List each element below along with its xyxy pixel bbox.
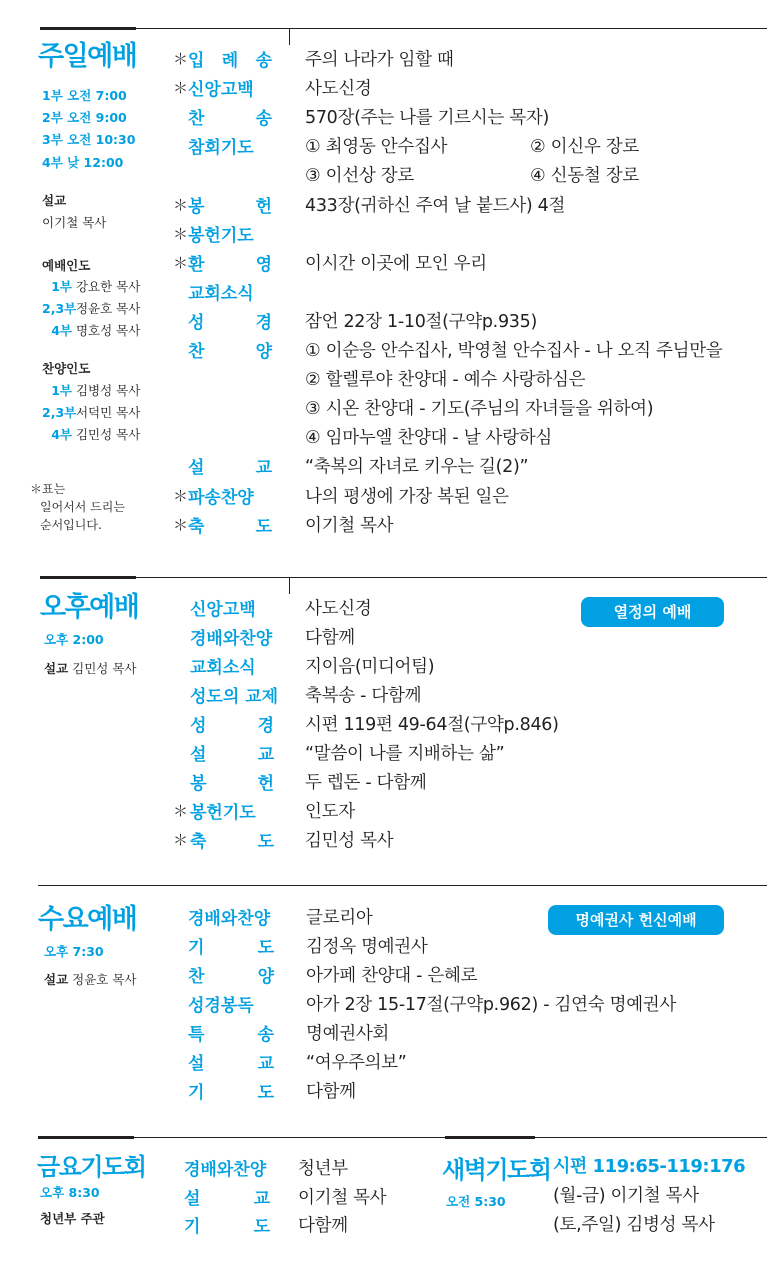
order-value: 다함께 bbox=[305, 628, 355, 648]
order-label: 축 도 bbox=[190, 832, 274, 852]
order-label: 신앙고백 bbox=[188, 80, 254, 101]
standing-note: ＊표는 일어서서 드리는 순서입니다. bbox=[30, 482, 125, 532]
order-label: 축 도 bbox=[188, 516, 272, 537]
order-value-secondary: ② 이신우 장로 bbox=[530, 137, 639, 158]
friday-host: 청년부 주관 bbox=[40, 1211, 105, 1226]
order-label: 기 도 bbox=[188, 938, 274, 958]
section-rule bbox=[38, 885, 767, 886]
order-label: 설 교 bbox=[184, 1188, 270, 1209]
order-label: 찬 양 bbox=[188, 342, 272, 362]
afternoon-time: 오후 2:00 bbox=[44, 632, 104, 647]
sunday-time-3: 3부 오전 10:30 bbox=[42, 132, 136, 147]
order-value: 사도신경 bbox=[305, 599, 372, 619]
order-label: 봉 헌 bbox=[190, 774, 274, 794]
order-label: 성도의 교제 bbox=[190, 687, 279, 707]
leader-row: 1부 강요한 목사 bbox=[51, 279, 141, 294]
order-value: 주의 나라가 임할 때 bbox=[305, 50, 454, 70]
order-label: 찬 송 bbox=[188, 109, 272, 130]
order-value: 명예권사회 bbox=[306, 1024, 390, 1044]
order-label: 교회소식 bbox=[188, 283, 254, 304]
order-label: 참회기도 bbox=[188, 138, 254, 159]
order-value: 이시간 이곳에 모인 우리 bbox=[305, 253, 487, 274]
order-label: 봉헌기도 bbox=[190, 803, 256, 823]
order-label: 성 경 bbox=[190, 716, 274, 736]
order-label: 신앙고백 bbox=[190, 600, 256, 620]
praise-leader-row: 1부 김병성 목사 bbox=[51, 383, 141, 398]
order-value: 나의 평생에 가장 복된 일은 bbox=[305, 486, 509, 507]
order-value: 사도신경 bbox=[305, 79, 372, 100]
order-value: 축복송 - 다함께 bbox=[305, 686, 422, 706]
standing-mark: ＊ bbox=[173, 802, 189, 820]
order-value: 이기철 목사 bbox=[305, 515, 394, 536]
sermon-name: 이기철 목사 bbox=[42, 215, 107, 230]
order-value: 지이음(미디어팀) bbox=[305, 657, 435, 677]
standing-mark: ＊ bbox=[173, 515, 189, 534]
friday-title: 금요기도회 bbox=[37, 1153, 146, 1181]
leader-row: 2,3부 정윤호 목사 bbox=[42, 301, 141, 316]
order-value: 시편 119편 49-64절(구약p.846) bbox=[305, 715, 559, 735]
order-label: 경배와찬양 bbox=[188, 909, 271, 929]
order-label: 파송찬양 bbox=[188, 487, 254, 508]
order-value-secondary: ④ 신동철 장로 bbox=[530, 166, 639, 187]
section-rule bbox=[136, 28, 767, 29]
order-value: 청년부 bbox=[298, 1159, 348, 1179]
afternoon-sermon: 설교 김민성 목사 bbox=[44, 661, 137, 676]
standing-mark: ＊ bbox=[173, 831, 189, 849]
sunday-time-4: 4부 낮 12:00 bbox=[42, 155, 124, 170]
section-rule bbox=[134, 1137, 445, 1138]
section-rule-thick bbox=[445, 1136, 535, 1139]
standing-mark: ＊ bbox=[173, 253, 189, 272]
order-value: 아가페 찬양대 - 은혜로 bbox=[306, 966, 478, 986]
order-label: 찬 양 bbox=[188, 967, 274, 987]
standing-mark: ＊ bbox=[173, 50, 189, 68]
leader-row: 4부 명호성 목사 bbox=[51, 323, 141, 338]
order-value: 다함께 bbox=[298, 1216, 348, 1236]
friday-time: 오후 8:30 bbox=[40, 1185, 100, 1200]
order-value: ② 할렐루야 찬양대 - 예수 사랑하심은 bbox=[305, 370, 586, 391]
order-value: 잠언 22장 1-10절(구약p.935) bbox=[305, 311, 537, 332]
order-label: 설 교 bbox=[190, 745, 274, 765]
afternoon-badge: 열정의 예배 bbox=[581, 597, 724, 627]
order-label: 입 례 송 bbox=[188, 51, 272, 71]
order-label: 설 교 bbox=[188, 1054, 274, 1074]
wednesday-badge: 명예권사 헌신예배 bbox=[548, 905, 724, 935]
praise-leader-row: 4부 김민성 목사 bbox=[51, 427, 141, 442]
order-value: “축복의 자녀로 키우는 길(2)” bbox=[305, 457, 529, 478]
wednesday-title: 수요예배 bbox=[38, 904, 137, 935]
section-rule-thick bbox=[38, 1136, 134, 1139]
order-label: 교회소식 bbox=[190, 658, 256, 678]
standing-mark: ＊ bbox=[173, 79, 189, 98]
sunday-time-1: 1부 오전 7:00 bbox=[42, 88, 127, 103]
order-label: 봉헌기도 bbox=[188, 225, 254, 246]
order-value: “여우주의보” bbox=[306, 1053, 407, 1073]
sunday-time-2: 2부 오전 9:00 bbox=[42, 110, 127, 125]
order-label: 특 송 bbox=[188, 1025, 274, 1045]
sunday-title: 주일예배 bbox=[38, 41, 137, 72]
order-value: ③ 이선상 장로 bbox=[305, 166, 414, 187]
sermon-label: 설교 bbox=[42, 193, 67, 208]
section-rule bbox=[136, 577, 767, 578]
order-value: 김민성 목사 bbox=[305, 831, 394, 851]
section-rule-thick bbox=[40, 576, 136, 579]
standing-mark: ＊ bbox=[173, 224, 189, 243]
wednesday-time: 오후 7:30 bbox=[44, 944, 104, 959]
order-value: ① 이순응 안수집사, 박영철 안수집사 - 나 오직 주님만을 bbox=[305, 341, 723, 361]
afternoon-title: 오후예배 bbox=[40, 592, 139, 623]
dawn-scripture: 시편 119:65-119:176 bbox=[553, 1156, 746, 1177]
section-rule-thick bbox=[40, 27, 136, 30]
order-value: 글로리아 bbox=[306, 908, 373, 928]
order-label: 경배와찬양 bbox=[190, 629, 273, 649]
order-value: “말씀이 나를 지배하는 삶” bbox=[305, 744, 505, 764]
order-label: 기 도 bbox=[184, 1217, 270, 1237]
section-rule bbox=[535, 1137, 767, 1138]
order-value: ③ 시온 찬양대 - 기도(주님의 자녀들을 위하여) bbox=[305, 399, 654, 420]
column-tick bbox=[289, 28, 290, 45]
order-label: 성 경 bbox=[188, 312, 272, 333]
column-tick bbox=[289, 577, 290, 594]
lead-label: 예배인도 bbox=[42, 258, 91, 273]
standing-mark: ＊ bbox=[173, 486, 189, 505]
wednesday-sermon: 설교 정윤호 목사 bbox=[44, 972, 137, 987]
praise-leader-row: 2,3부 서덕민 목사 bbox=[42, 405, 141, 420]
order-label: 설 교 bbox=[188, 458, 272, 479]
order-value: 이기철 목사 bbox=[298, 1187, 387, 1208]
order-label: 경배와찬양 bbox=[184, 1160, 267, 1180]
praise-label: 찬양인도 bbox=[42, 361, 91, 376]
order-label: 봉 헌 bbox=[188, 196, 272, 217]
dawn-title: 새벽기도회 bbox=[442, 1156, 551, 1184]
order-value: 570장(주는 나를 기르시는 목자) bbox=[305, 108, 549, 129]
order-value: ④ 임마누엘 찬양대 - 날 사랑하심 bbox=[305, 428, 552, 449]
order-label: 기 도 bbox=[188, 1083, 274, 1103]
order-label: 환 영 bbox=[188, 254, 272, 275]
order-value: 두 렙돈 - 다함께 bbox=[305, 773, 427, 793]
dawn-line: (토,주일) 김병성 목사 bbox=[553, 1215, 715, 1235]
order-value: 인도자 bbox=[305, 802, 355, 822]
order-value: ① 최영동 안수집사 bbox=[305, 137, 448, 158]
standing-mark: ＊ bbox=[173, 195, 189, 214]
order-value: 김정옥 명예권사 bbox=[306, 937, 428, 957]
dawn-time: 오전 5:30 bbox=[446, 1194, 506, 1209]
order-label: 성경봉독 bbox=[188, 996, 254, 1016]
order-value: 433장(귀하신 주여 날 붙드사) 4절 bbox=[305, 195, 566, 216]
order-value: 아가 2장 15-17절(구약p.962) - 김연숙 명예권사 bbox=[306, 995, 677, 1015]
order-value: 다함께 bbox=[306, 1082, 356, 1102]
dawn-line: (월-금) 이기철 목사 bbox=[553, 1186, 699, 1206]
